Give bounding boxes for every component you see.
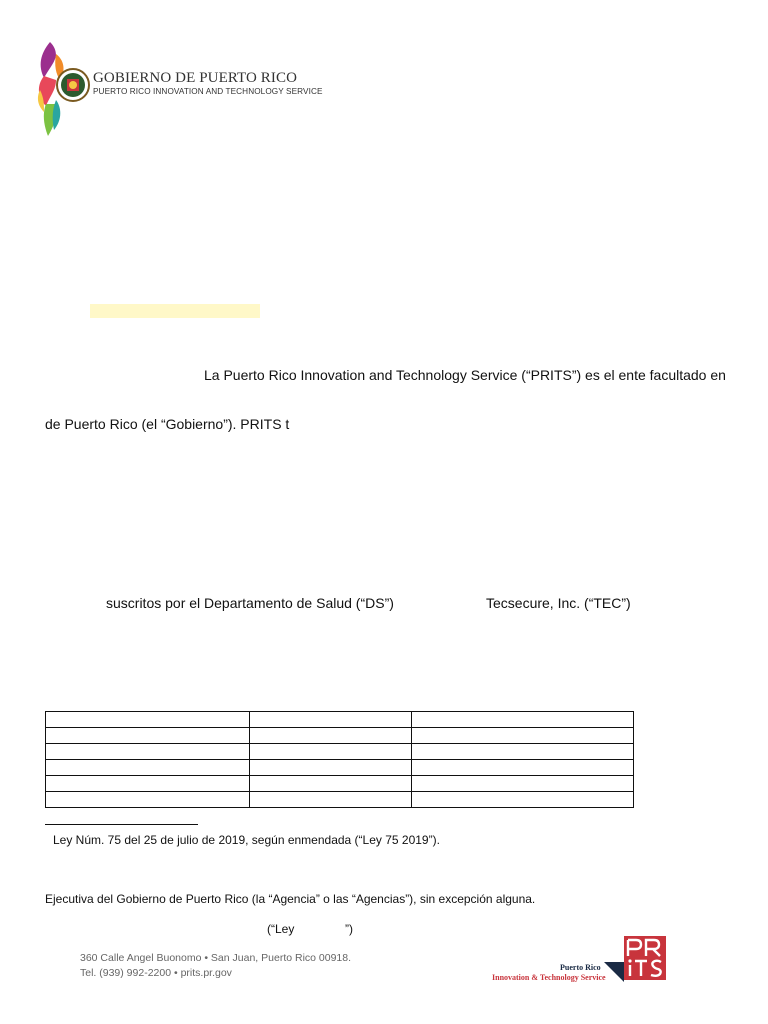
footer-address: 360 Calle Angel Buonomo • San Juan, Puerto Rico 00918. xyxy=(80,952,352,964)
empty-table xyxy=(45,711,634,808)
highlighted-redaction xyxy=(90,304,260,318)
table-row xyxy=(46,728,634,744)
paragraph-1-line: La Puerto Rico Innovation and Technology Service (“PRITS”) es el ente facultado en xyxy=(204,367,726,383)
ley-reference-close: ”) xyxy=(345,922,353,936)
paragraph-2-line: de Puerto Rico (el “Gobierno”). PRITS t xyxy=(45,416,290,432)
table-cell xyxy=(249,712,412,728)
paragraph-3-line-right: Tecsecure, Inc. (“TEC”) xyxy=(486,595,631,611)
footer-triangle-icon xyxy=(604,962,624,982)
government-title: GOBIERNO DE PUERTO RICO xyxy=(93,70,298,86)
table-cell xyxy=(412,728,634,744)
table-row xyxy=(46,712,634,728)
footer-contact: Tel. (939) 992-2200 • prits.pr.gov xyxy=(80,967,232,979)
table-cell xyxy=(46,760,250,776)
table-row xyxy=(46,776,634,792)
footer-logo-line2: Innovation & Technology Service xyxy=(492,973,606,982)
table-cell xyxy=(249,760,412,776)
table-cell xyxy=(46,776,250,792)
table-cell xyxy=(46,744,250,760)
footer-logo-line1: Puerto Rico xyxy=(560,963,601,972)
table-row xyxy=(46,760,634,776)
table-cell xyxy=(249,744,412,760)
table-cell xyxy=(412,760,634,776)
table-cell xyxy=(412,792,634,808)
table-cell xyxy=(46,712,250,728)
agency-subtitle: PUERTO RICO INNOVATION AND TECHNOLOGY SERVICE xyxy=(93,87,323,96)
prits-logo-icon xyxy=(624,936,666,980)
footnote-text: Ley Núm. 75 del 25 de julio de 2019, según enmendada (“Ley 75 2019”). xyxy=(53,833,440,847)
ley-reference-open: (“Ley xyxy=(267,922,295,936)
table-cell xyxy=(46,728,250,744)
table-cell xyxy=(249,776,412,792)
table-cell xyxy=(249,728,412,744)
seal-icon xyxy=(56,68,90,102)
table-cell xyxy=(249,792,412,808)
table-cell xyxy=(46,792,250,808)
table-cell xyxy=(412,712,634,728)
table-row xyxy=(46,792,634,808)
continuation-line: Ejecutiva del Gobierno de Puerto Rico (la “Agencia” o las “Agencias”), sin excepción alguna. xyxy=(45,892,536,906)
table-row xyxy=(46,744,634,760)
footnote-separator xyxy=(45,824,198,825)
paragraph-3-line-left: suscritos por el Departamento de Salud (“DS”) xyxy=(106,595,394,611)
table-cell xyxy=(412,776,634,792)
table-cell xyxy=(412,744,634,760)
